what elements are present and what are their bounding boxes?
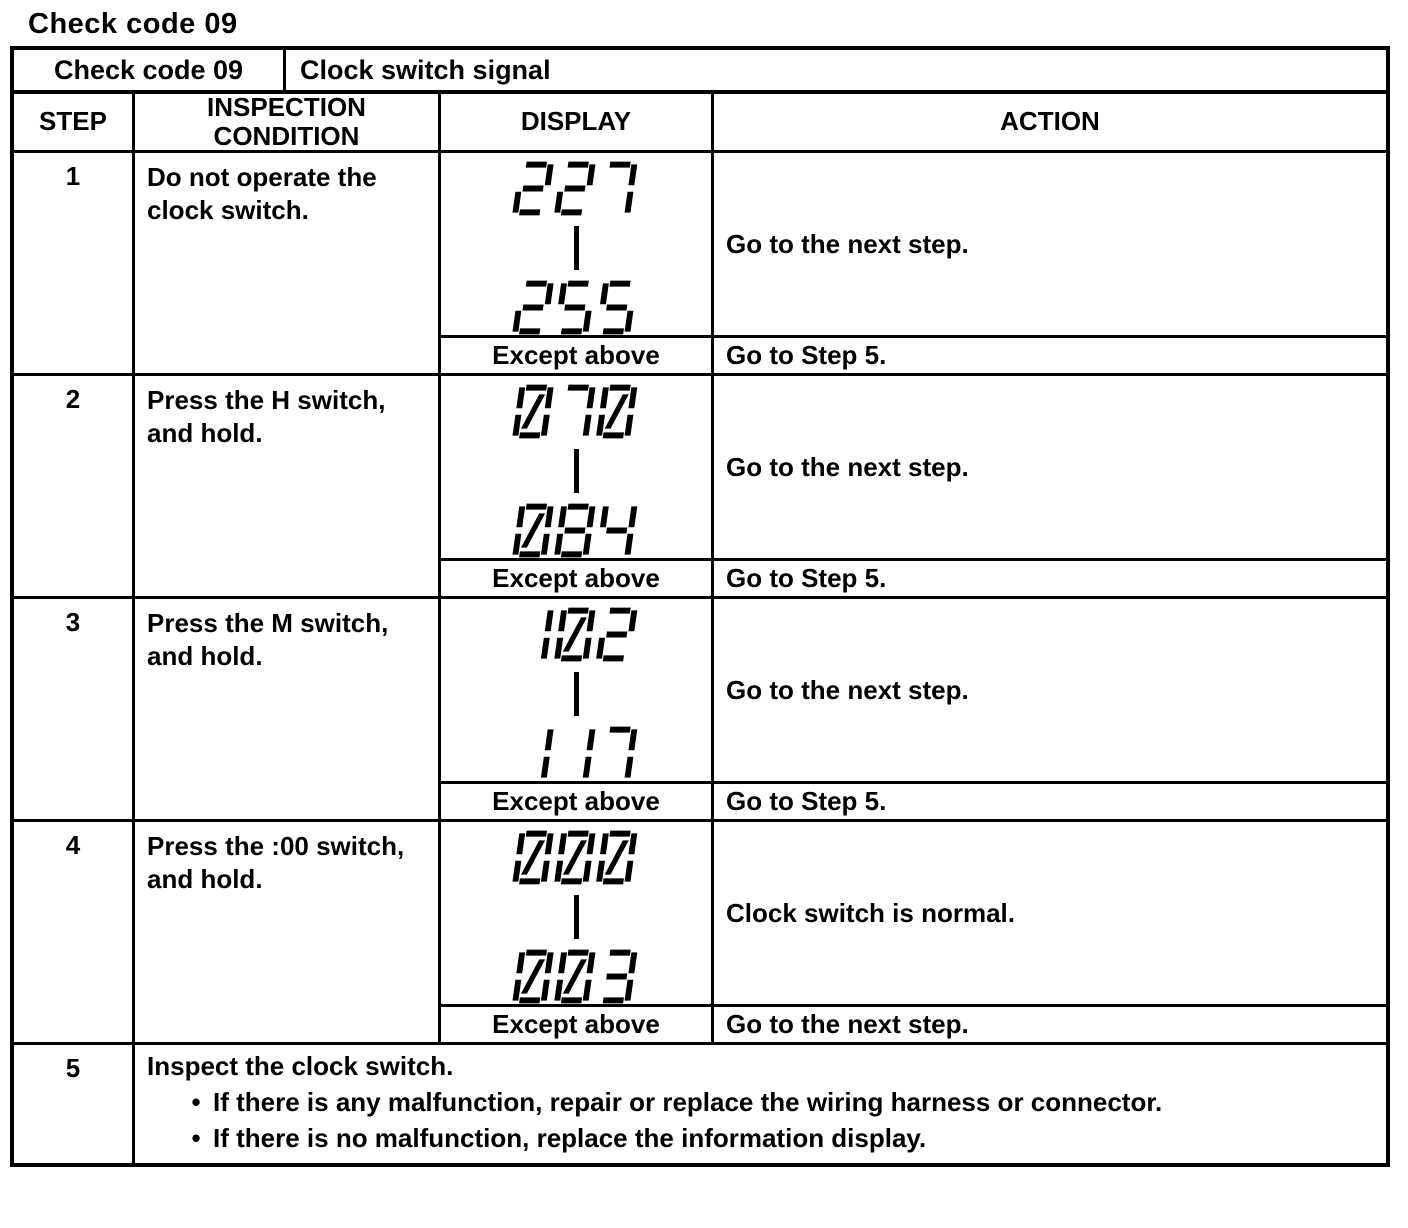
display-cell (441, 376, 714, 558)
except-row (441, 335, 1386, 373)
except-action: Go to Step 5. (726, 340, 887, 370)
final-step-content (135, 1045, 1386, 1163)
lcd-value-to (510, 726, 643, 781)
step-number: 4 (14, 822, 135, 1042)
display-action-row (441, 153, 1386, 335)
bullet-item (179, 1086, 1376, 1120)
display-action-group (441, 822, 1386, 1042)
lcd-value-to (510, 503, 643, 558)
action-text: Go to the next step. (726, 228, 969, 259)
range-separator (574, 226, 579, 270)
column-header-condition: INSPECTION CONDITION (135, 94, 441, 150)
display-action-group (441, 599, 1386, 819)
step-row-4 (14, 819, 1386, 1042)
except-label: Except above (441, 338, 714, 373)
display-action-row (441, 822, 1386, 1004)
except-action: Go to Step 5. (726, 563, 887, 593)
check-code-table (10, 46, 1390, 1167)
lcd-value-from (510, 161, 643, 216)
action-text: Go to the next step. (726, 451, 969, 482)
lcd-value-to (510, 280, 643, 335)
lcd-value-from (510, 384, 643, 439)
bullet-item (179, 1122, 1376, 1156)
except-label: Except above (441, 561, 714, 596)
bullet-icon: • (191, 1086, 201, 1117)
table-title-row (14, 50, 1386, 90)
display-cell (441, 153, 714, 335)
step-row-5 (14, 1042, 1386, 1163)
lcd-value-from (510, 830, 643, 885)
range-separator (574, 672, 579, 716)
page-title: Check code 09 (28, 8, 238, 40)
display-cell (441, 599, 714, 781)
display-action-row (441, 599, 1386, 781)
step-row-2 (14, 373, 1386, 596)
except-row (441, 558, 1386, 596)
bullet-text: If there is any malfunction, repair or replace the wiring harness or connector. (213, 1086, 1163, 1117)
lcd-value-to (510, 949, 643, 1004)
step-number: 1 (14, 153, 135, 373)
signal-name-cell: Clock switch signal (300, 54, 551, 85)
action-text: Go to the next step. (726, 674, 969, 705)
display-cell (441, 822, 714, 1004)
inspection-condition: Press the H switch, and hold. (135, 376, 441, 596)
display-action-group (441, 376, 1386, 596)
except-action: Go to the next step. (726, 1009, 969, 1039)
inspection-condition: Press the M switch, and hold. (135, 599, 441, 819)
column-header-action: ACTION (1000, 106, 1100, 137)
step-row-1 (14, 150, 1386, 373)
column-header-step: STEP (14, 94, 135, 150)
range-separator (574, 449, 579, 493)
range-separator (574, 895, 579, 939)
step-number: 2 (14, 376, 135, 596)
display-action-row (441, 376, 1386, 558)
step-number: 3 (14, 599, 135, 819)
lcd-value-from (510, 607, 643, 662)
column-header-row (14, 90, 1386, 150)
check-code-cell: Check code 09 (14, 50, 286, 90)
bullet-text: If there is no malfunction, replace the information display. (213, 1122, 927, 1153)
except-label: Except above (441, 1007, 714, 1042)
final-step-text: Inspect the clock switch. (147, 1051, 454, 1081)
bullet-icon: • (191, 1122, 201, 1153)
inspection-condition: Do not operate the clock switch. (135, 153, 441, 373)
step-number: 5 (14, 1045, 135, 1163)
action-text: Clock switch is normal. (726, 897, 1015, 928)
except-row (441, 1004, 1386, 1042)
inspection-condition: Press the :00 switch, and hold. (135, 822, 441, 1042)
except-action: Go to Step 5. (726, 786, 887, 816)
except-row (441, 781, 1386, 819)
except-label: Except above (441, 784, 714, 819)
display-action-group (441, 153, 1386, 373)
column-header-display: DISPLAY (441, 94, 714, 150)
step-row-3 (14, 596, 1386, 819)
